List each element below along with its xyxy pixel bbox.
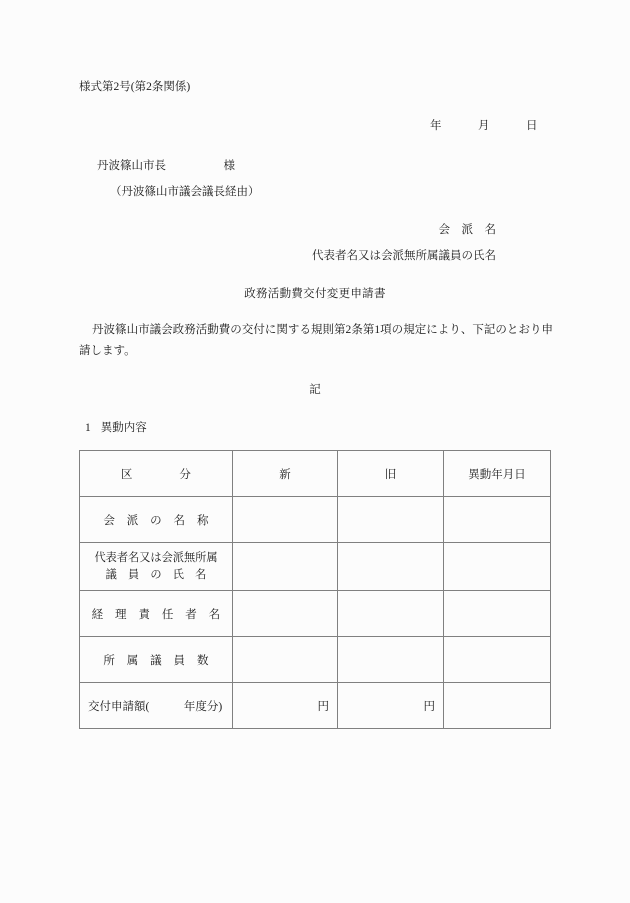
body-paragraph-text: 丹波篠山市議会政務活動費の交付に関する規則第2条第1項の規定により、下記のとおり申請します。 bbox=[79, 324, 553, 358]
addressee-line: 丹波篠山市長 様 bbox=[97, 160, 235, 172]
row-value-new[interactable]: 円 bbox=[233, 683, 338, 729]
row-label-member-count bbox=[80, 637, 233, 683]
row-value-change-date[interactable] bbox=[444, 543, 551, 591]
row-label-line1: 代表者名又は会派無所属 bbox=[94, 552, 218, 565]
row-label-accounting-manager bbox=[80, 591, 233, 637]
row-value-old[interactable] bbox=[338, 543, 444, 591]
row-value-new[interactable] bbox=[233, 497, 338, 543]
date-line: 年 月 日 bbox=[430, 120, 538, 132]
table-row bbox=[80, 497, 551, 543]
row-value-change-date[interactable] bbox=[444, 683, 551, 729]
row-label-text: 所 属 議 員 数 bbox=[103, 654, 209, 667]
header-label-kubun: 区 分 bbox=[120, 468, 192, 481]
table-row bbox=[80, 683, 551, 729]
document-title: 政務活動費交付変更申請書 bbox=[244, 288, 386, 300]
row-value-old[interactable] bbox=[338, 591, 444, 637]
table-row bbox=[80, 637, 551, 683]
row-label-text: 経 理 責 任 者 名 bbox=[91, 608, 221, 621]
row-value-new[interactable] bbox=[233, 591, 338, 637]
table-row bbox=[80, 543, 551, 591]
form-number: 様式第2号(第2条関係) bbox=[79, 81, 191, 93]
header-cell-kubun bbox=[80, 451, 233, 497]
row-value-change-date[interactable] bbox=[444, 637, 551, 683]
change-details-table bbox=[79, 450, 551, 729]
row-label-text-multiline bbox=[88, 550, 224, 582]
header-cell-old bbox=[338, 451, 444, 497]
row-label-kaiha-name bbox=[80, 497, 233, 543]
table-header-row bbox=[80, 451, 551, 497]
header-label-change-date: 異動年月日 bbox=[468, 468, 526, 481]
representative-name-label: 代表者名又は会派無所属議員の氏名 bbox=[312, 250, 496, 262]
ki-marker: 記 bbox=[309, 384, 321, 396]
row-label-text: 交付申請額( 年度分) bbox=[88, 700, 223, 713]
row-label-line2: 議 員 の 氏 名 bbox=[105, 568, 207, 581]
header-label-old: 旧 bbox=[384, 468, 397, 481]
header-cell-new bbox=[233, 451, 338, 497]
row-value-old[interactable] bbox=[338, 637, 444, 683]
row-value-old[interactable]: 円 bbox=[338, 683, 444, 729]
body-paragraph bbox=[79, 320, 553, 363]
addressee-via-line: （丹波篠山市議会議長経由） bbox=[110, 186, 260, 198]
row-value-new[interactable] bbox=[233, 637, 338, 683]
header-label-new: 新 bbox=[279, 468, 291, 481]
row-label-text: 会 派 の 名 称 bbox=[103, 514, 209, 527]
row-value-change-date[interactable] bbox=[444, 591, 551, 637]
row-label-grant-amount bbox=[80, 683, 233, 729]
row-value-old[interactable] bbox=[338, 497, 444, 543]
row-label-representative-name bbox=[80, 543, 233, 591]
row-value-new[interactable] bbox=[233, 543, 338, 591]
section-heading bbox=[85, 419, 147, 437]
kaiha-name-label: 会 派 名 bbox=[438, 224, 496, 236]
table-row bbox=[80, 591, 551, 637]
section-title: 異動内容 bbox=[100, 422, 147, 434]
row-value-change-date[interactable] bbox=[444, 497, 551, 543]
header-cell-change-date bbox=[444, 451, 551, 497]
section-number: 1 bbox=[85, 422, 91, 434]
